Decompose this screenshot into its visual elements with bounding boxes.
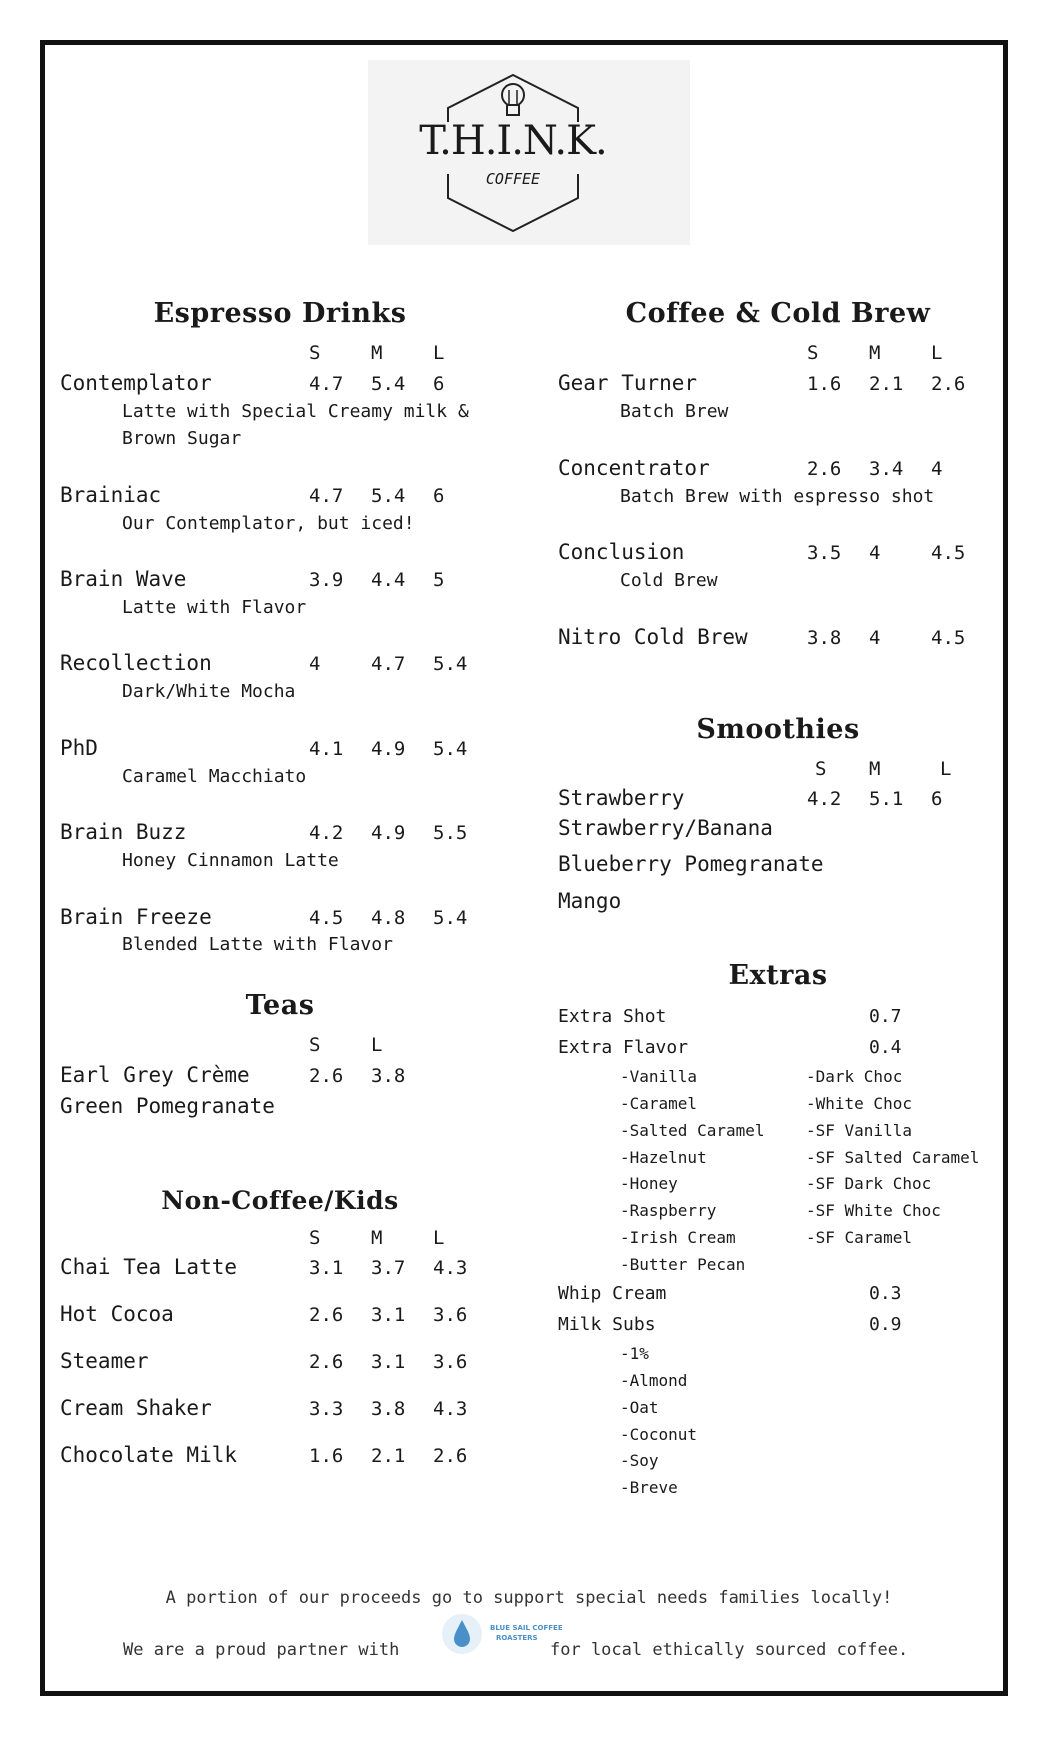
footer-proceeds: A portion of our proceeds go to support special needs families locally! (165, 1588, 893, 1608)
price-m: 5.1 (869, 788, 904, 810)
price-l: 5 (433, 569, 445, 591)
smoothies-size-m: M (869, 758, 881, 780)
price-m: 4.9 (371, 822, 406, 844)
espresso-size-m: M (371, 342, 383, 364)
noncoffee-title: Non-Coffee/Kids (161, 1186, 399, 1215)
tea-item: Green Pomegranate (60, 1094, 275, 1118)
item-desc: Batch Brew with espresso shot (620, 486, 935, 507)
price-m: 4 (869, 627, 881, 649)
price-l: 6 (433, 485, 445, 507)
flavor-option: -Butter Pecan (620, 1255, 746, 1274)
price-s: 4.2 (807, 788, 842, 810)
price-l: 4.5 (931, 627, 966, 649)
item-name: Brain Buzz (60, 820, 187, 844)
extra-shot-label: Extra Shot (558, 1006, 667, 1027)
price-m: 4.9 (371, 738, 406, 760)
flavor-option: -SF White Choc (806, 1201, 941, 1220)
brand-logo (368, 60, 690, 245)
teas-title: Teas (245, 990, 315, 1021)
milk-option: -1% (620, 1344, 649, 1363)
footer-partner-right: for local ethically sourced coffee. (550, 1640, 909, 1660)
item-desc: Caramel Macchiato (122, 766, 307, 787)
price-s: 3.9 (309, 569, 344, 591)
price-l: 5.4 (433, 738, 468, 760)
milk-option: -Coconut (620, 1425, 698, 1444)
price-m: 5.4 (371, 373, 406, 395)
item-desc: Honey Cinnamon Latte (122, 850, 339, 871)
espresso-title: Espresso Drinks (153, 298, 407, 329)
price-m: 3.1 (371, 1351, 406, 1373)
item-name: Chocolate Milk (60, 1443, 238, 1467)
coffee-title: Coffee & Cold Brew (625, 298, 931, 329)
smoothie-item: Mango (558, 889, 622, 913)
item-name: Concentrator (558, 456, 710, 480)
blue-sail-logo (440, 1612, 563, 1656)
whip-cream-price: 0.3 (869, 1283, 902, 1304)
teas-size-s: S (309, 1034, 321, 1056)
price-m: 3.1 (371, 1304, 406, 1326)
extras-title: Extras (728, 960, 828, 991)
espresso-size-s: S (309, 342, 321, 364)
price-l: 4.3 (433, 1398, 468, 1420)
flavor-option: -SF Dark Choc (806, 1174, 932, 1193)
footer-partner-left: We are a proud partner with (123, 1640, 400, 1660)
brand-tagline: COFFEE (485, 170, 541, 188)
price-m: 4.8 (371, 907, 406, 929)
item-desc: Brown Sugar (122, 428, 242, 449)
noncoffee-size-l: L (433, 1227, 445, 1249)
item-name: Brain Freeze (60, 905, 212, 929)
price-s: 4.2 (309, 822, 344, 844)
flavor-option: -SF Vanilla (806, 1121, 912, 1140)
whip-cream-label: Whip Cream (558, 1283, 667, 1304)
price-s: 4 (309, 653, 321, 675)
price-s: 2.6 (309, 1351, 344, 1373)
price-s: 4.7 (309, 373, 344, 395)
price-m: 5.4 (371, 485, 406, 507)
price-l: 3.8 (371, 1065, 406, 1087)
item-desc: Latte with Flavor (122, 597, 307, 618)
price-s: 3.1 (309, 1257, 344, 1279)
price-s: 3.3 (309, 1398, 344, 1420)
price-m: 3.4 (869, 458, 904, 480)
price-l: 4 (931, 458, 943, 480)
item-name: Hot Cocoa (60, 1302, 174, 1326)
item-desc: Our Contemplator, but iced! (122, 513, 415, 534)
item-desc: Dark/White Mocha (122, 681, 296, 702)
partner-name-2: ROASTERS (496, 1634, 538, 1642)
noncoffee-size-m: M (371, 1227, 383, 1249)
smoothies-size-s: S (815, 758, 827, 780)
smoothies-title: Smoothies (696, 714, 860, 745)
item-name: Gear Turner (558, 371, 698, 395)
item-name: Chai Tea Latte (60, 1255, 238, 1279)
flavor-option: -Honey (620, 1174, 678, 1193)
milk-option: -Oat (620, 1398, 659, 1417)
item-desc: Cold Brew (620, 570, 718, 591)
price-m: 3.7 (371, 1257, 406, 1279)
flavor-option: -SF Caramel (806, 1228, 912, 1247)
coffee-size-m: M (869, 342, 881, 364)
extra-flavor-label: Extra Flavor (558, 1037, 689, 1058)
flavor-option: -White Choc (806, 1094, 912, 1113)
flavor-option: -SF Salted Caramel (806, 1148, 980, 1167)
item-name: PhD (60, 736, 98, 760)
price-l: 6 (931, 788, 943, 810)
item-name: Brain Wave (60, 567, 187, 591)
milk-option: -Soy (620, 1451, 659, 1470)
price-l: 4.5 (931, 542, 966, 564)
espresso-size-l: L (433, 342, 445, 364)
price-m: 2.1 (869, 373, 904, 395)
item-name: Cream Shaker (60, 1396, 212, 1420)
price-m: 2.1 (371, 1445, 406, 1467)
price-s: 2.6 (309, 1065, 344, 1087)
milk-subs-label: Milk Subs (558, 1314, 656, 1335)
item-name: Earl Grey Crème (60, 1063, 250, 1087)
coffee-size-l: L (931, 342, 943, 364)
item-name: Nitro Cold Brew (558, 625, 748, 649)
price-m: 4.7 (371, 653, 406, 675)
brand-name: T.H.I.N.K. (419, 118, 607, 164)
price-l: 5.4 (433, 907, 468, 929)
flavor-option: -Caramel (620, 1094, 698, 1113)
flavor-option: -Dark Choc (806, 1067, 903, 1086)
coffee-size-s: S (807, 342, 819, 364)
item-name: Conclusion (558, 540, 685, 564)
smoothie-item: Blueberry Pomegranate (558, 852, 824, 876)
item-name: Strawberry (558, 786, 685, 810)
price-l: 5.5 (433, 822, 468, 844)
item-name: Recollection (60, 651, 212, 675)
flavor-option: -Salted Caramel (620, 1121, 765, 1140)
flavor-option: -Irish Cream (620, 1228, 736, 1247)
price-l: 2.6 (931, 373, 966, 395)
price-s: 4.7 (309, 485, 344, 507)
price-s: 3.8 (807, 627, 842, 649)
smoothies-size-l: L (940, 758, 952, 780)
item-name: Steamer (60, 1349, 149, 1373)
partner-name: BLUE SAIL COFFEE (490, 1624, 563, 1632)
item-name: Brainiac (60, 483, 162, 507)
price-l: 5.4 (433, 653, 468, 675)
price-s: 4.5 (309, 907, 344, 929)
milk-option: -Almond (620, 1371, 688, 1390)
extra-shot-price: 0.7 (869, 1006, 902, 1027)
price-s: 1.6 (807, 373, 842, 395)
flavor-option: -Raspberry (620, 1201, 717, 1220)
price-l: 3.6 (433, 1304, 468, 1326)
smoothie-item: Strawberry/Banana (558, 816, 773, 840)
price-s: 3.5 (807, 542, 842, 564)
price-s: 2.6 (807, 458, 842, 480)
milk-subs-price: 0.9 (869, 1314, 902, 1335)
price-s: 2.6 (309, 1304, 344, 1326)
item-name: Contemplator (60, 371, 212, 395)
price-l: 6 (433, 373, 445, 395)
price-m: 4 (869, 542, 881, 564)
price-m: 3.8 (371, 1398, 406, 1420)
price-s: 4.1 (309, 738, 344, 760)
item-desc: Latte with Special Creamy milk & (122, 401, 469, 422)
noncoffee-size-s: S (309, 1227, 321, 1249)
item-desc: Blended Latte with Flavor (122, 934, 393, 955)
price-s: 1.6 (309, 1445, 344, 1467)
teas-size-l: L (371, 1034, 383, 1056)
flavor-option: -Hazelnut (620, 1148, 707, 1167)
price-m: 4.4 (371, 569, 406, 591)
price-l: 2.6 (433, 1445, 468, 1467)
price-l: 3.6 (433, 1351, 468, 1373)
milk-option: -Breve (620, 1478, 678, 1497)
item-desc: Batch Brew (620, 401, 729, 422)
extra-flavor-price: 0.4 (869, 1037, 902, 1058)
flavor-option: -Vanilla (620, 1067, 698, 1086)
price-l: 4.3 (433, 1257, 468, 1279)
